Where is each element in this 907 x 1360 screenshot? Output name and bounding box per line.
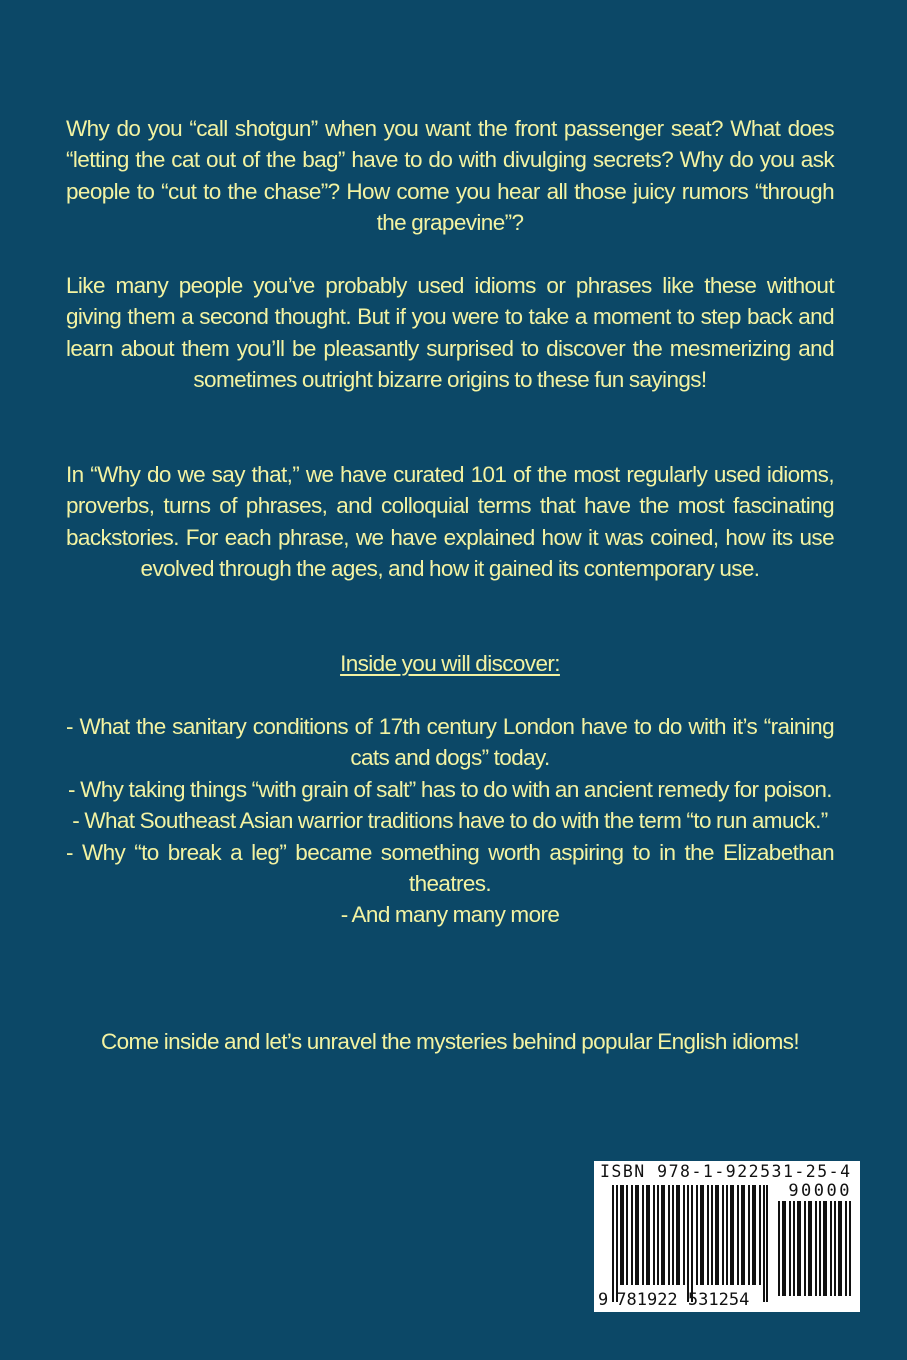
- closing-paragraph: [66, 1026, 834, 1057]
- list-item: - What Southeast Asian warrior traditions have to do with the term “to run amuck.”: [72, 808, 828, 834]
- addon-bars-icon: [778, 1201, 852, 1296]
- ean13-bars-icon: [612, 1185, 768, 1302]
- list-item: - What the sanitary conditions of 17th century London have to do with it’s “raining cats and dogs” today.: [66, 714, 834, 771]
- list-item: - Why “to break a leg” became something worth aspiring to in the Elizabethan theatres.: [66, 839, 834, 897]
- discover-list: [66, 711, 834, 931]
- list-item: - Why taking things “with grain of salt” has to do with an ancient remedy for poison.: [68, 776, 832, 802]
- closing-text: Come inside and let’s unravel the mysteries behind popular English idioms!: [100, 1029, 800, 1054]
- curation-paragraph: [66, 459, 834, 585]
- discover-heading: [66, 648, 834, 679]
- intro-text: Why do you “call shotgun” when you want the front passenger seat? What does “letting the cat out of the bag” have to do with divulging secrets? Why do you ask people to “cut to the chase”? How come you hear all those juicy rumors “through the grapevine”?: [66, 116, 834, 236]
- description-text: Like many people you’ve probably used idioms or phrases like these without giving them a second thought. But if you were to take a moment to step back and learn about them you’ll be pleasantly surprised to discover the mesmerizing and sometimes outright bizarre origins to these fun sayings!: [66, 273, 834, 393]
- ean13-digits: [598, 1290, 749, 1310]
- ean-group-2: 531254: [687, 1290, 750, 1310]
- description-paragraph: [66, 270, 834, 396]
- curation-text: In “Why do we say that,” we have curated 101 of the most regularly used idioms, proverbs, turns of phrases, and colloquial terms that have the most fascinating backstories. For each phrase, we have explained how it was coined, how its use evolved through the ages, and how it gained its contemporary use.: [66, 462, 834, 582]
- discover-heading-text: Inside you will discover:: [340, 651, 560, 676]
- isbn-label: ISBN 978-1-922531-25-4: [600, 1162, 852, 1181]
- list-item: - And many many more: [340, 902, 560, 928]
- ean-group-1: 781922: [616, 1290, 678, 1310]
- intro-paragraph: [66, 113, 834, 239]
- ean-lead-digit: 9: [598, 1290, 609, 1310]
- isbn-barcode: [594, 1161, 860, 1312]
- price-addon-code: 90000: [788, 1181, 852, 1201]
